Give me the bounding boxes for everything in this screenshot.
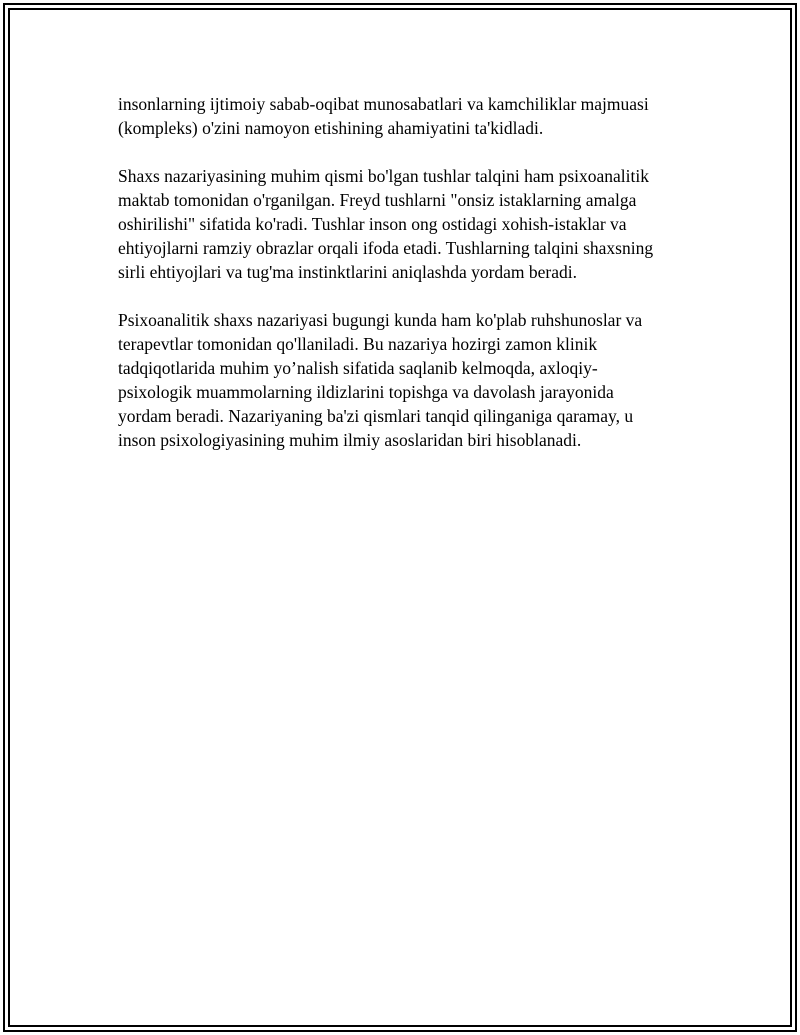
paragraph-3: Psixoanalitik shaxs nazariyasi bugungi kunda ham ko'plab ruhshunoslar va terapevtlar tomonidan qo'llaniladi. Bu nazariya hozirgi zamon klinik tadqiqotlarida muhim yo’nalish sifatida saqlanib kelmoqda, axloqiy- psixologik muammolarning ildizlarini topishga va davolash jarayonida yordam beradi. Nazariyaning ba'zi qismlari tanqid qilinganiga qaramay, u inson psixologiyasining muhim ilmiy asoslaridan biri hisoblanadi. <box>118 310 643 450</box>
paragraph-1: insonlarning ijtimoiy sabab-oqibat munosabatlari va kamchiliklar majmuasi (kompleks) o'zini namoyon etishining ahamiyatini ta'kidladi. <box>118 94 649 138</box>
paragraph-2: Shaxs nazariyasining muhim qismi bo'lgan tushlar talqini ham psixoanalitik maktab tomonidan o'rganilgan. Freyd tushlarni "onsiz istaklarning amalga oshirilishi" sifatida ko'radi. Tushlar inson ong ostidagi xohish-istaklar va ehtiyojlarni ramziy obrazlar orqali ifoda etadi. Tushlarning talqini shaxsning sirli ehtiyojlari va tug'ma instinktlarini aniqlashda yordam beradi. <box>118 166 654 282</box>
document-body <box>118 92 718 476</box>
